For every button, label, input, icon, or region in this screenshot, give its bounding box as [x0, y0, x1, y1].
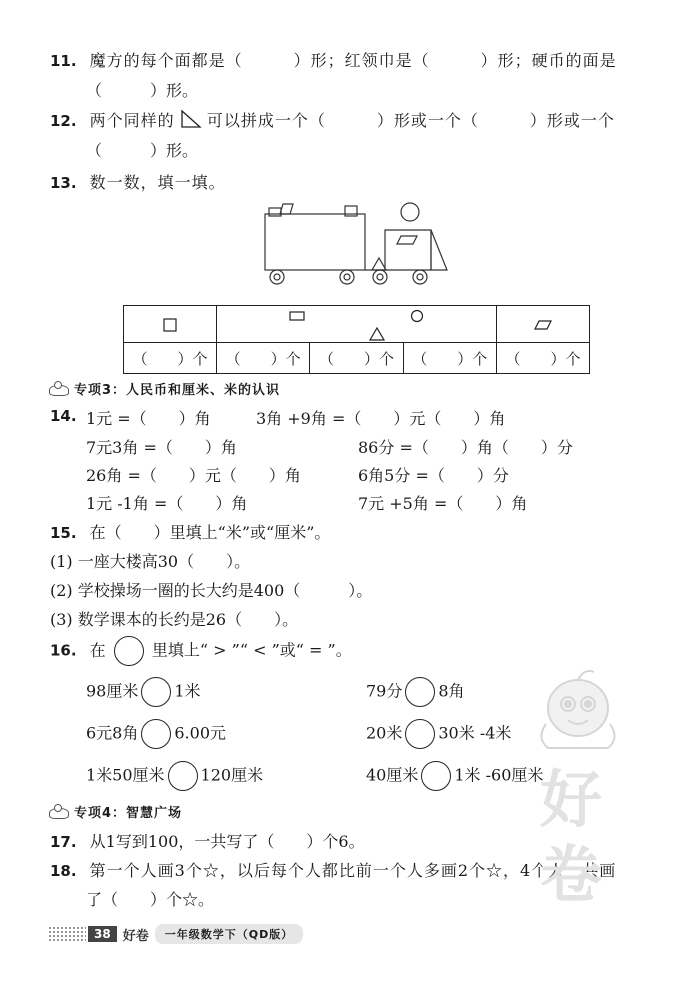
- q14-row: [86, 406, 211, 429]
- mascot-watermark: [532, 668, 624, 758]
- compare-right: 120厘米: [200, 765, 264, 785]
- question-number: 16.: [50, 641, 77, 660]
- compare-right: 1米 -60厘米: [454, 765, 544, 785]
- question-number: 17.: [50, 833, 77, 851]
- q14-left: 1元 =（ ）角: [86, 409, 211, 428]
- parallelogram-cell: [497, 306, 590, 343]
- wheel-circle: [270, 270, 284, 284]
- train-figure: [255, 200, 465, 290]
- question-11-line2: [86, 78, 198, 101]
- footer-dots: [48, 926, 86, 942]
- compare-left: 6元8角: [86, 723, 139, 743]
- answer-blank[interactable]: （ ）个: [217, 343, 310, 374]
- coupler-triangle: [372, 258, 386, 270]
- window-parallelogram: [397, 236, 417, 244]
- q14-left: 1元 -1角 =（ ）角: [86, 494, 248, 513]
- q14-right: 3角 +9角 =（ ）元（ ）角: [256, 409, 506, 428]
- compare-blank-circle[interactable]: [168, 761, 198, 791]
- section-icon: [48, 381, 70, 395]
- question-text: （ ）形。: [86, 81, 199, 100]
- question-12-line2: [86, 138, 198, 161]
- question-number: 11.: [50, 52, 77, 70]
- question-text: 在（ ）里填上“米”或“厘米”。: [89, 523, 331, 542]
- question-text: 在: [89, 640, 106, 660]
- section-3-header: [48, 377, 280, 399]
- answer-blank[interactable]: （ ）个: [310, 343, 403, 374]
- question-14: [50, 406, 77, 425]
- q14-row: [358, 491, 527, 514]
- section-title: 专项3：人民币和厘米、米的认识: [74, 382, 281, 398]
- q14-right: 86分 =（ ）角（ ）分: [358, 438, 573, 457]
- compare-blank-circle[interactable]: [141, 677, 171, 707]
- watermark-char: 好: [540, 763, 603, 836]
- compare-pair: [366, 677, 465, 707]
- q15-item: [50, 549, 250, 572]
- answer-blank[interactable]: （ ）个: [403, 343, 496, 374]
- compare-pair: [366, 761, 543, 791]
- question-number: 14.: [50, 407, 77, 425]
- right-triangle-icon: [180, 109, 202, 129]
- compare-left: 1米50厘米: [86, 765, 165, 785]
- question-16: [50, 636, 352, 666]
- compare-left: 40厘米: [366, 765, 419, 785]
- compare-right: 30米 -4米: [438, 723, 512, 743]
- square-cell: [124, 306, 217, 343]
- q14-left: 26角 =（ ）元（ ）角: [86, 466, 301, 485]
- question-12: [50, 108, 615, 131]
- compare-right: 1米: [174, 681, 201, 701]
- flag-parallelogram: [280, 204, 293, 214]
- compare-right: 8角: [438, 681, 465, 701]
- question-text: 两个同样的: [89, 111, 175, 130]
- compare-right: 6.00元: [174, 723, 227, 743]
- answer-blank[interactable]: （ ）个: [497, 343, 590, 374]
- question-11: [50, 48, 617, 71]
- compare-blank-circle[interactable]: [405, 719, 435, 749]
- q14-right: 6角5分 =（ ）分: [358, 466, 509, 485]
- front-triangle: [431, 230, 447, 270]
- q14-row: [358, 463, 509, 486]
- triangle-icon: [369, 327, 385, 341]
- q14-row: [86, 463, 301, 486]
- question-text: 里填上“ > ”“ < ”或“ = ”。: [151, 640, 352, 660]
- section-4-header: [48, 800, 182, 822]
- rect-circle-triangle-cell: [217, 306, 497, 343]
- question-number: 15.: [50, 524, 77, 542]
- question-text: 可以拼成一个（ ）形或一个（ ）形或一个: [206, 111, 615, 130]
- compare-blank-circle[interactable]: [421, 761, 451, 791]
- q15-item-text: (2) 学校操场一圈的长大约是400（ ）。: [50, 581, 373, 600]
- compare-pair: [86, 761, 263, 791]
- compare-left: 79分: [366, 681, 403, 701]
- question-text: 从1写到100，一共写了（ ）个6。: [89, 832, 365, 851]
- square-icon: [163, 318, 177, 332]
- q15-item: [50, 578, 372, 601]
- compare-circle-icon: [114, 636, 144, 666]
- circle-icon: [410, 309, 424, 323]
- q14-row: [86, 491, 247, 514]
- question-text: 了（ ）个☆。: [86, 890, 215, 909]
- question-number: 13.: [50, 174, 77, 192]
- wheel-circle: [340, 270, 354, 284]
- q14-row: [358, 435, 573, 458]
- wheel-circle: [373, 270, 387, 284]
- q14-row: [256, 406, 505, 429]
- book-title: 一年级数学下（QD版）: [155, 924, 303, 944]
- parallelogram-icon: [534, 319, 552, 331]
- question-text: 数一数，填一填。: [89, 173, 226, 192]
- question-text: 第一个人画3个☆，以后每个人都比前一个人多画2个☆，4个人一共画: [89, 861, 617, 880]
- compare-left: 98厘米: [86, 681, 139, 701]
- question-number: 18.: [50, 862, 77, 880]
- q15-item-text: (1) 一座大楼高30（ ）。: [50, 552, 251, 571]
- question-18-line2: [86, 887, 214, 910]
- page-footer: [48, 924, 303, 944]
- rectangle-icon: [289, 310, 305, 322]
- question-13: [50, 170, 226, 193]
- shape-count-table: [123, 305, 590, 374]
- brand-logo: 好卷: [122, 928, 149, 944]
- wagon-rect: [265, 214, 365, 270]
- section-title: 专项4：智慧广场: [74, 805, 183, 821]
- compare-blank-circle[interactable]: [141, 719, 171, 749]
- answer-blank[interactable]: （ ）个: [124, 343, 217, 374]
- compare-pair: [366, 719, 511, 749]
- q14-left: 7元3角 =（ ）角: [86, 438, 237, 457]
- chimney-square: [269, 208, 281, 216]
- question-17: [50, 829, 365, 852]
- compare-blank-circle[interactable]: [405, 677, 435, 707]
- page-number: 38: [88, 926, 117, 942]
- question-15: [50, 520, 330, 543]
- wheel-circle: [413, 270, 427, 284]
- question-text: 魔方的每个面都是（ ）形；红领巾是（ ）形；硬币的面是: [89, 51, 617, 70]
- question-text: （ ）形。: [86, 141, 199, 160]
- q14-right: 7元 +5角 =（ ）角: [358, 494, 528, 513]
- q15-item-text: (3) 数学课本的长约是26（ ）。: [50, 610, 299, 629]
- watermark-char: 卷: [540, 838, 603, 911]
- q14-row: [86, 435, 237, 458]
- compare-left: 20米: [366, 723, 403, 743]
- question-number: 12.: [50, 112, 77, 130]
- compare-pair: [86, 677, 201, 707]
- question-18: [50, 858, 616, 881]
- compare-pair: [86, 719, 226, 749]
- engine-head-circle: [401, 203, 419, 221]
- q15-item: [50, 607, 298, 630]
- section-icon: [48, 804, 70, 818]
